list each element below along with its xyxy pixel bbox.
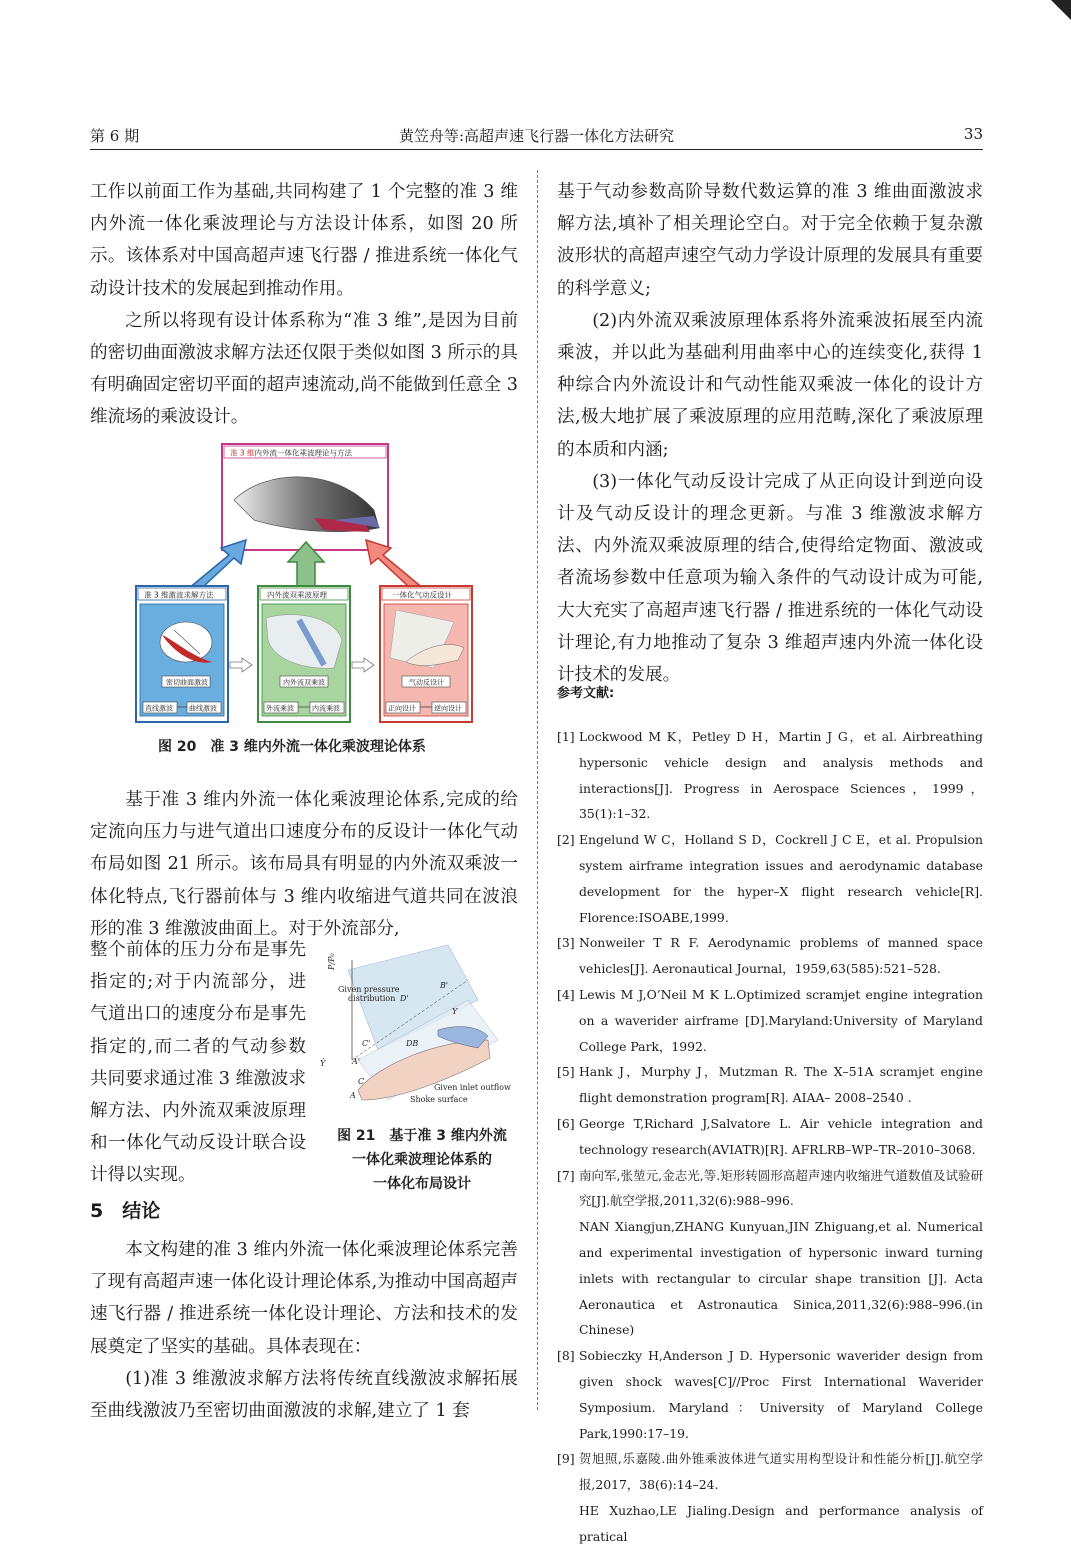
fig20-box1-b2: 曲线激波: [189, 704, 217, 713]
paragraph: (3)一体化气动反设计完成了从正向设计到逆向设计及气动反设计的理念更新。与准 3 维激波求解方法、内外流双乘波原理的结合,使得给定物面、激波或者流场参数中任意项为输入条件的气动设计成为可能,大大充实了高超声速飞行器 / 推进系统的一体化气动设计理论,有力地推动了复杂 3 维超声速内外流一体化设计技术的发展。: [557, 471, 983, 686]
reference-item: [2] Engelund W C，Holland S D，Cockrell J C E，et al. Propulsion system airframe integration issues and aerodynamic database development for the hyper–X flight research vehicle[R]. Florence:ISOABE,1999.: [557, 832, 983, 925]
fig20-box1-title: 准 3 维激波求解方法: [144, 590, 214, 600]
reference-item: [5] Hank J，Murphy J，Mutzman R. The X–51A scramjet engine flight demonstration program[R]. AIAA– 2008–2540 .: [557, 1064, 983, 1106]
fig21-label-a1: A': [352, 1057, 360, 1066]
fig20-box1-b1: 直线激波: [145, 704, 173, 713]
fig20-box1-mid: 密切曲面激波: [166, 678, 208, 687]
fig20-box2-mid: 内外流双乘波: [283, 678, 325, 687]
fig21-label-dist: distribution: [348, 994, 396, 1003]
fig20-top-title: 准 3 维内外流一体化乘波理论与方法: [230, 448, 353, 458]
reference-list: [557, 724, 983, 1550]
running-title: 黄笠舟等:高超声速飞行器一体化方法研究: [398, 127, 675, 145]
paragraph: (1)准 3 维激波求解方法将传统直线激波求解拓展至曲线激波乃至密切曲面激波的求解,建立了 1 套: [90, 1368, 518, 1422]
left-column-wrap: [90, 934, 306, 1192]
fig21-label-a: A: [350, 1091, 356, 1100]
right-column: [557, 176, 983, 691]
fig21-label-shock: Shoke surface: [410, 1095, 468, 1104]
fig21-label-c1: C': [362, 1039, 371, 1048]
fig21-label-given: Given pressure: [338, 985, 400, 994]
page-number: 33: [963, 125, 983, 143]
reference-item: [1] Lockwood M K，Petley D H，Martin J G，et al. Airbreathing hypersonic vehicle design and analysis methods and interactions[J]. Progress in Aerospace Sciences，1999，35(1):1–32.: [557, 729, 983, 822]
figure-21-diagram: [318, 940, 518, 1110]
issue-number: 第 6 期: [90, 127, 140, 145]
paragraph: (2)内外流双乘波原理体系将外流乘波拓展至内流乘波，并以此为基础利用曲率中心的连续变化,获得 1 种综合内外流设计和气动性能双乘波一体化的设计方法,极大地扩展了乘波原理的应用范畴,深化了乘波原理的本质和内涵;: [557, 310, 983, 460]
paragraph: 本文构建的准 3 维内外流一体化乘波理论体系完善了现有高超声速一体化设计理论体系,为推动中国高超声速飞行器 / 推进系统一体化设计理论、方法和技术的发展奠定了坚实的基础。具体表现在：: [90, 1240, 518, 1357]
paragraph: 整个前体的压力分布是事先指定的;对于内流部分，进气道出口的速度分布是事先指定的,而二者的气动参数共同要求通过准 3 维激波求解方法、内外流双乘波原理和一体化气动反设计联合设计得以实现。: [90, 940, 306, 1186]
figure-20: [134, 440, 478, 730]
references-heading-wrap: [557, 682, 614, 701]
figure-21-caption: 图 21 基于准 3 维内外流 一体化乘波理论体系的 一体化布局设计: [337, 1128, 507, 1192]
fig20-box3-title: 一体化气动反设计: [392, 590, 452, 600]
page-corner-mark: [1051, 0, 1071, 20]
reference-item: [6] George T,Richard J,Salvatore L. Air vehicle integration and technology research(AVIATR)[R]. AFRLRB–WP–TR–2010–3068.: [557, 1115, 983, 1157]
fig21-label-db: DB: [406, 1039, 419, 1048]
paragraph: 之所以将现有设计体系称为“准 3 维”,是因为目前的密切曲面激波求解方法还仅限于类似如图 3 所示的具有明确固定密切平面的超声速流动,尚不能做到任意全 3 维流场的乘波设计。: [90, 310, 518, 428]
fig21-label-ppa: P/P₀: [327, 953, 336, 970]
reference-item: [4] Lewis M J,O’Neil M K L.Optimized scramjet engine integration on a waverider airframe [D].Maryland:University of Maryland College Park，1992.: [557, 986, 983, 1054]
references-heading: 参考文献:: [557, 686, 615, 701]
reference-item: [8] Sobieczky H,Anderson J D. Hypersonic waverider design from given shock waves[C]//Proc First International Waverider Symposium. Maryland：University of Maryland College Park,1990:17–19.: [557, 1348, 983, 1441]
fig21-label-inlet: Given inlet outflow: [434, 1083, 511, 1092]
reference-item: [3] Nonweiler T R F. Aerodynamic problems of manned space vehicles[J]. Aeronautical Journal，1959,63(585):521–528.: [557, 935, 983, 977]
fig21-label-b: B': [440, 981, 449, 990]
left-column-lower: [90, 784, 518, 945]
reference-item: [9] 贺旭照,乐嘉陵.曲外锥乘波体进气道实用构型设计和性能分析[J].航空学报,2017，38(6):14–24.: [557, 1451, 983, 1493]
fig20-box2-b2: 内流乘波: [312, 704, 340, 713]
fig20-box3-b2: 逆向设计: [434, 704, 462, 713]
column-divider: [537, 170, 538, 1410]
running-header: [90, 125, 983, 150]
figure-20-caption: 图 20 准 3 维内外流一体化乘波理论体系: [158, 739, 426, 755]
fig20-box2-b1: 外流乘波: [266, 704, 294, 713]
reference-item: HE Xuzhao,LE Jialing.Design and performance analysis of pratical: [579, 1502, 983, 1544]
fig21-label-d: D': [400, 994, 409, 1003]
left-column: [90, 176, 518, 434]
figure-20-diagram: [134, 440, 478, 730]
paragraph: 基于气动参数高阶导数代数运算的准 3 维曲面激波求解方法,填补了相关理论空白。对于完全依赖于复杂激波形状的高超声速空气动力学设计原理的发展具有重要的科学意义;: [557, 182, 983, 299]
fig21-label-y2: Ŷ: [320, 1059, 326, 1068]
fig20-box3-b1: 正向设计: [388, 704, 416, 713]
reference-item: [7] 南向军,张堃元,金志光,等.矩形转圆形高超声速内收缩进气道数值及试验研究[J].航空学报,2011,32(6):988–996.: [557, 1167, 983, 1209]
paragraph: 工作以前面工作为基础,共同构建了 1 个完整的准 3 维内外流一体化乘波理论与方法设计体系，如图 20 所示。该体系对中国高超声速飞行器 / 推进系统一体化气动设计技术的发展起到推动作用。: [90, 182, 518, 299]
section-heading: 5 结论: [90, 1200, 161, 1222]
fig20-box3-mid: 气动反设计: [409, 678, 444, 687]
left-column-conclusion: [90, 1234, 518, 1427]
paragraph: 基于准 3 维内外流一体化乘波理论体系,完成的给定流向压力与进气道出口速度分布的反设计一体化气动布局如图 21 所示。该布局具有明显的内外流双乘波一体化特点,飞行器前体与 3 维内收缩进气道共同在波浪形的准 3 维激波曲面上。对于外流部分,: [90, 790, 518, 939]
figure-21: [318, 940, 518, 1110]
reference-item: NAN Xiangjun,ZHANG Kunyuan,JIN Zhiguang,et al. Numerical and experimental investigation of hypersonic inward turning inlets with rectangular to circular shape transition [J]. Acta Aeronautica et Astronautica Sinica,2011,32(6):988–996.(in Chinese): [579, 1219, 983, 1338]
fig21-label-c: C: [358, 1077, 365, 1086]
fig20-box2-title: 内外流双乘波原理: [267, 590, 327, 600]
fig21-label-y1: Y: [452, 1007, 458, 1016]
